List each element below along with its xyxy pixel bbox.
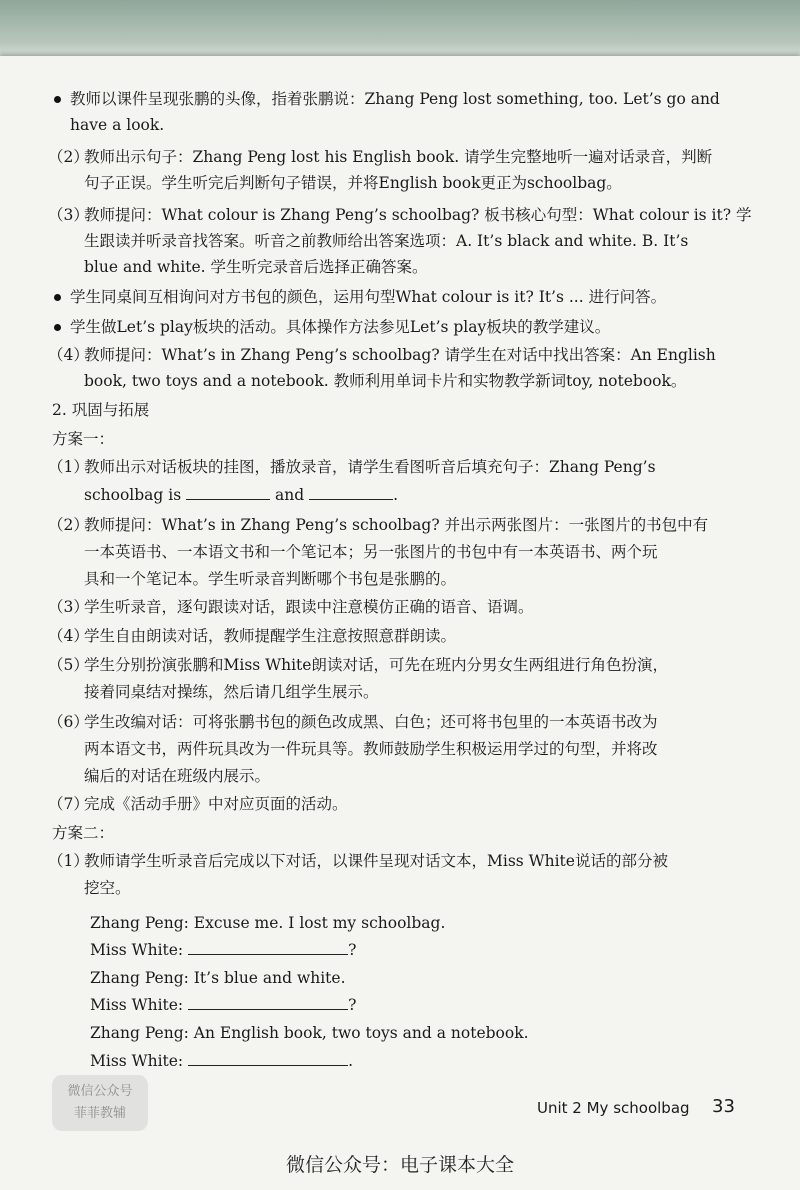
- text-line: 教师请学生听录音后完成以下对话，以课件呈现对话文本，Miss White说话的部分被: [84, 852, 668, 870]
- text-line: 教师出示句子：Zhang Peng lost his English book. 请学生完整地听一遍对话录音，判断: [84, 148, 713, 166]
- answer-blank[interactable]: [309, 485, 393, 500]
- section-heading: 2. 巩固与拓展: [52, 401, 150, 419]
- footer-unit-title: Unit 2 My schoolbag: [537, 1099, 690, 1117]
- text-line: 完成《活动手册》中对应页面的活动。: [84, 795, 348, 813]
- bullet-dot: [54, 324, 61, 331]
- dialog-line: [90, 940, 356, 960]
- text-line: 教师提问：What’s in Zhang Peng’s schoolbag? 并出示两张图片：一张图片的书包中有: [84, 516, 709, 534]
- text-line: 教师出示对话板块的挂图，播放录音，请学生看图听音后填充句子：Zhang Peng’s: [84, 458, 656, 476]
- page-number: 33: [712, 1096, 735, 1117]
- speaker-label: Miss White:: [90, 996, 184, 1014]
- answer-blank[interactable]: [188, 995, 348, 1010]
- answer-blank[interactable]: [188, 940, 348, 955]
- text-line: 挖空。: [84, 879, 131, 897]
- fill-middle: and: [275, 486, 305, 504]
- item-number: （2）: [48, 516, 89, 534]
- item-number: （5）: [48, 656, 89, 674]
- text-line: 学生改编对话：可将张鹏书包的颜色改成黑、白色；还可将书包里的一本英语书改为: [84, 713, 658, 731]
- text-line: 教师以课件呈现张鹏的头像，指着张鹏说：Zhang Peng lost something, too. Let’s go and: [70, 90, 720, 108]
- text-line: 接着同桌结对操练，然后请几组学生展示。: [84, 683, 379, 701]
- text-line: 教师提问：What colour is Zhang Peng’s schoolbag? 板书核心句型：What colour is it? 学: [84, 206, 752, 224]
- stamp-line: 微信公众号: [67, 1084, 133, 1099]
- fill-start: schoolbag is: [84, 486, 182, 504]
- item-number: （4）: [48, 627, 89, 645]
- book-page: [0, 56, 800, 1190]
- text-line: 句子正误。学生听完后判断句子错误，并将English book更正为schoolbag。: [84, 174, 622, 192]
- item-number: （1）: [48, 852, 89, 870]
- text-line: book, two toys and a notebook. 教师利用单词卡片和实物教学新词toy, notebook。: [84, 372, 687, 390]
- fill-end: .: [393, 486, 399, 504]
- text-line: 学生自由朗读对话，教师提醒学生注意按照意群朗读。: [84, 627, 457, 645]
- text-line: 编后的对话在班级内展示。: [84, 767, 271, 785]
- text-line: have a look.: [70, 116, 165, 134]
- item-number: （4）: [48, 346, 89, 364]
- speaker-label: Miss White:: [90, 1052, 184, 1070]
- text-line: 生跟读并听录音找答案。听音之前教师给出答案选项：A. It’s black and white. B. It’s: [84, 232, 689, 250]
- section-heading: 方案一：: [52, 430, 115, 448]
- text-line: 教师提问：What’s in Zhang Peng’s schoolbag? 请学生在对话中找出答案：An English: [84, 346, 716, 364]
- bullet-dot: [54, 294, 61, 301]
- item-number: （7）: [48, 795, 89, 813]
- bottom-watermark: 微信公众号：电子课本大全: [285, 1154, 514, 1176]
- question-mark: ?: [348, 996, 357, 1014]
- item-number: （3）: [48, 598, 89, 616]
- answer-blank[interactable]: [188, 1051, 348, 1066]
- watermark-stamp: [52, 1075, 148, 1131]
- text-line: blue and white. 学生听完录音后选择正确答案。: [84, 258, 428, 276]
- text-line: 一本英语书、一本语文书和一个笔记本；另一张图片的书包中有一本英语书、两个玩: [84, 543, 658, 561]
- period: .: [348, 1052, 354, 1070]
- dialog-line: Zhang Peng: It’s blue and white.: [90, 969, 346, 987]
- dialog-line: [90, 1051, 353, 1071]
- fill-in-line: [84, 485, 398, 505]
- speaker-label: Miss White:: [90, 941, 184, 959]
- section-heading: 方案二：: [52, 824, 115, 842]
- item-number: （3）: [48, 206, 89, 224]
- text-line: 具和一个笔记本。学生听录音判断哪个书包是张鹏的。: [84, 570, 457, 588]
- answer-blank[interactable]: [186, 485, 270, 500]
- question-mark: ?: [348, 941, 357, 959]
- dialog-line: Zhang Peng: An English book, two toys and a notebook.: [90, 1024, 529, 1042]
- bullet-dot: [54, 96, 61, 103]
- item-number: （6）: [48, 713, 89, 731]
- dialog-line: [90, 995, 356, 1015]
- text-line: 学生同桌间互相询问对方书包的颜色，运用句型What colour is it? It’s ... 进行问答。: [70, 288, 667, 306]
- item-number: （1）: [48, 458, 89, 476]
- text-line: 学生做Let’s play板块的活动。具体操作方法参见Let’s play板块的教学建议。: [70, 318, 611, 336]
- stamp-line: 菲菲教辅: [73, 1106, 126, 1121]
- text-line: 学生分别扮演张鹏和Miss White朗读对话，可先在班内分男女生两组进行角色扮演，: [84, 656, 668, 674]
- item-number: （2）: [48, 148, 89, 166]
- text-line: 学生听录音，逐句跟读对话，跟读中注意模仿正确的语音、语调。: [84, 598, 534, 616]
- photo-top-strip: [0, 0, 800, 62]
- dialog-line: Zhang Peng: Excuse me. I lost my schoolbag.: [90, 914, 446, 932]
- text-line: 两本语文书，两件玩具改为一件玩具等。教师鼓励学生积极运用学过的句型，并将改: [84, 740, 658, 758]
